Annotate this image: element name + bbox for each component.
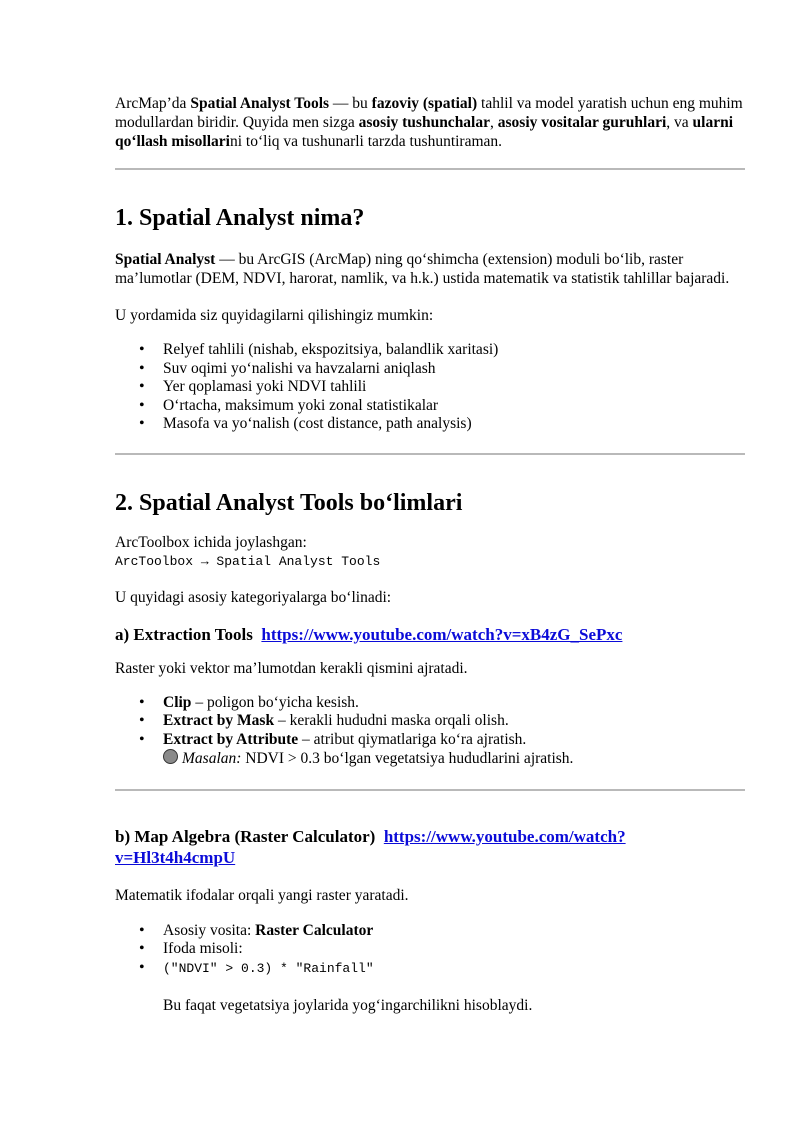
- tool-name: Raster Calculator: [255, 921, 374, 939]
- section2-location-line: ArcToolbox ichida joylashgan:: [115, 533, 307, 551]
- section1-intro-line: U yordamida siz quyidagilarni qilishingiz mumkin:: [115, 307, 434, 324]
- tool-name: Extract by Mask: [163, 712, 275, 729]
- list-item: • O‘rtacha, maksimum yoki zonal statistikalar: [163, 397, 745, 416]
- divider: [115, 168, 745, 170]
- list-item: [163, 731, 745, 769]
- intro-bold-3: asosiy tushunchalar: [358, 114, 490, 131]
- intro-text-3: tahlil va model yaratish uchun eng muhim modullardan biridir. Quyida men sizga: [115, 95, 743, 131]
- example-line: [163, 749, 745, 769]
- example-label: Masalan:: [182, 750, 242, 767]
- code-expression: ("NDVI" > 0.3) * "Rainfall": [163, 960, 374, 976]
- section1-list: [115, 341, 745, 434]
- gray-circle-icon: [163, 749, 178, 764]
- list-item: • Yer qoplamasi yoki NDVI tahlili: [163, 378, 745, 397]
- extraction-tools-video-link[interactable]: https://www.youtube.com/watch?v=xB4zG_SePxc: [261, 624, 623, 644]
- tool-name: Clip: [163, 693, 192, 711]
- document-body: [115, 94, 745, 1015]
- section1-definition: [115, 250, 745, 288]
- list-item: • Ifoda misoli:: [163, 940, 745, 959]
- section1-definition-text: — bu ArcGIS (ArcMap) ning qo‘shimcha (extension) moduli bo‘lib, raster ma’lumotlar (DEM, NDVI, harorat, namlik, va h.k.) ustida matematik va statistik tahlillar bajaradi.: [115, 251, 730, 287]
- list-item: • Relyef tahlili (nishab, ekspozitsiya, balandlik xaritasi): [163, 341, 745, 360]
- intro-paragraph: [115, 94, 745, 151]
- tool-name: Extract by Attribute: [163, 730, 299, 748]
- map-algebra-description: Matematik ifodalar orqali yangi raster yaratadi.: [115, 886, 409, 904]
- map-algebra-list: [115, 922, 745, 979]
- divider: [115, 453, 745, 455]
- extraction-tools-description: Raster yoki vektor ma’lumotdan kerakli qismini ajratadi.: [115, 659, 468, 677]
- map-algebra-note: Bu faqat vegetatsiya joylarida yog‘ingarchilikni hisoblaydi.: [163, 997, 533, 1014]
- map-algebra-link-line1: https://www.youtube.com/watch?: [383, 826, 626, 846]
- extraction-tools-heading: [115, 624, 745, 645]
- tool-description: – poligon bo‘yicha kesish.: [191, 693, 359, 711]
- example-text: NDVI > 0.3 bo‘lgan vegetatsiya hududlarini ajratish.: [241, 750, 574, 767]
- intro-bold-4: asosiy vositalar guruhlari: [497, 114, 667, 131]
- intro-text-5: , va: [666, 114, 693, 131]
- list-item: • Suv oqimi yo‘nalishi va havzalarni aniqlash: [163, 360, 745, 379]
- intro-text-2: — bu: [329, 95, 372, 112]
- extraction-tools-list: [115, 694, 745, 769]
- section2-categories-line: U quyidagi asosiy kategoriyalarga bo‘linadi:: [115, 588, 392, 606]
- tool-description: – kerakli hududni maska orqali olish.: [274, 712, 509, 729]
- map-algebra-link-line2: v=Hl3t4h4cmpU: [115, 847, 236, 867]
- list-item: [163, 959, 745, 979]
- intro-text-4: ,: [490, 114, 498, 131]
- toolbox-path: ArcToolbox → Spatial Analyst Tools: [115, 553, 381, 569]
- section1-heading: 1. Spatial Analyst nima?: [115, 205, 365, 231]
- tool-label: Asosiy vosita:: [163, 921, 256, 939]
- intro-bold-1: Spatial Analyst Tools: [190, 95, 330, 112]
- list-item: • Masofa va yo‘nalish (cost distance, path analysis): [163, 415, 745, 434]
- list-item: [163, 922, 745, 941]
- intro-bold-2: fazoviy (spatial): [371, 95, 478, 112]
- divider: [115, 789, 745, 791]
- extraction-tools-title: a) Extraction Tools: [115, 624, 253, 644]
- section1-definition-bold: Spatial Analyst: [115, 251, 216, 268]
- list-item: [163, 712, 745, 731]
- list-item: [163, 694, 745, 713]
- section2-heading: 2. Spatial Analyst Tools bo‘limlari: [115, 489, 463, 516]
- intro-text-6: ni to‘liq va tushunarli tarzda tushuntiraman.: [229, 133, 503, 150]
- intro-bold-5: ularni qo‘llash misollari: [115, 114, 734, 150]
- tool-description: – atribut qiymatlariga ko‘ra ajratish.: [298, 730, 527, 748]
- map-algebra-heading: [115, 826, 745, 868]
- intro-text-1: ArcMap’da: [115, 95, 191, 112]
- map-algebra-title: b) Map Algebra (Raster Calculator): [115, 826, 376, 846]
